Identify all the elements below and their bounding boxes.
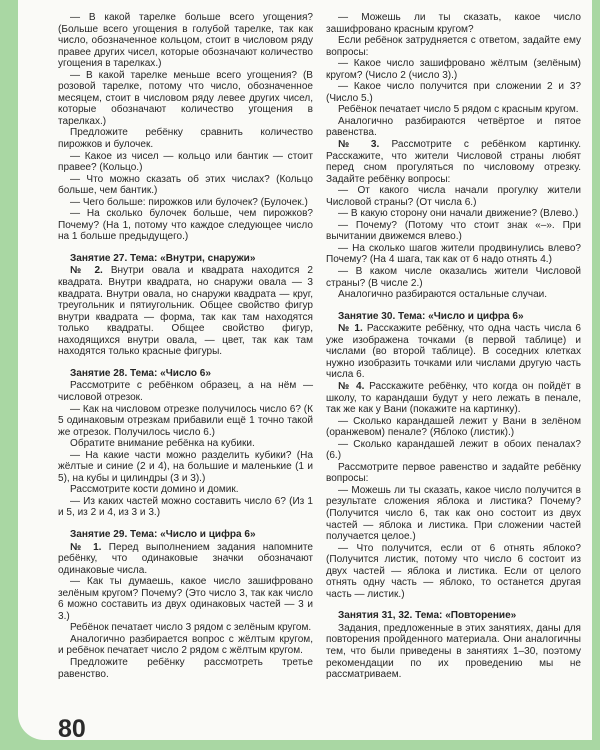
paragraph: Аналогично разбираются остальные случаи. bbox=[338, 289, 548, 301]
task-paragraph bbox=[58, 265, 313, 357]
task-text: Расскажите ребёнку, что когда он пойдёт в школу, то карандаши будут у него лежать в пенале, так же как у Вани (покажите на картинку). bbox=[326, 380, 581, 416]
paragraph: Рассмотрите кости домино и домик. bbox=[70, 484, 239, 496]
paragraph: — Можешь ли ты сказать, какое число получится в результате сложения яблока и листика? Почему? (Получится число 6, так как оно состоит из двух частей — яблока и листика. При сложении частей получается целое.) bbox=[326, 484, 581, 543]
task-paragraph bbox=[326, 381, 581, 416]
paragraph: — В каком числе оказались жители Числовой страны? (В числе 2.) bbox=[326, 266, 581, 289]
paragraph: — На сколько шагов жители продвинулись влево? Почему? (На 4 шага, так как от 6 надо отнять 4.) bbox=[326, 242, 581, 266]
page-number: 80 bbox=[58, 715, 86, 743]
lesson-29-heading: Занятие 29. Тема: «Число и цифра 6» bbox=[70, 528, 256, 540]
lesson-30-heading: Занятие 30. Тема: «Число и цифра 6» bbox=[338, 310, 524, 322]
paragraph: Аналогично разбирается вопрос с жёлтым кругом, и ребёнок печатает число 2 рядом с жёлтым кругом. bbox=[58, 633, 313, 657]
paragraph: Предложите ребёнку рассмотреть третье равенство. bbox=[58, 656, 313, 680]
paragraph: Задания, предложенные в этих занятиях, даны для повторения пройденного материала. Они аналогичны тем, что были приведены в занятиях 1–30, поэтому рекомендации по их проведению мы не рассматриваем. bbox=[326, 622, 581, 681]
lesson-28-heading: Занятие 28. Тема: «Число 6» bbox=[70, 367, 211, 379]
paragraph: Рассмотрите первое равенство и задайте ребёнку вопросы: bbox=[326, 461, 581, 485]
textbook-page bbox=[18, 0, 592, 743]
paragraph: — Чего больше: пирожков или булочек? (Булочек.) bbox=[70, 196, 308, 208]
paragraph: — Можешь ли ты сказать, какое число зашифровано красным кругом? bbox=[326, 12, 581, 35]
task-paragraph bbox=[326, 139, 581, 185]
paragraph: — Из каких частей можно составить число 6? (Из 1 и 5, из 2 и 4, из 3 и 3.) bbox=[58, 495, 313, 519]
paragraph: — На сколько булочек больше, чем пирожков? Почему? (На 1, потому что каждое следующее число на 1 больше предыдущего.) bbox=[58, 208, 313, 243]
lesson-31-32-heading: Занятия 31, 32. Тема: «Повторение» bbox=[338, 610, 517, 622]
task-number: № 4. bbox=[338, 380, 365, 392]
paragraph: Рассмотрите с ребёнком образец, а на нём — числовой отрезок. bbox=[58, 380, 313, 403]
paragraph: Ребёнок печатает число 3 рядом с зелёным кругом. bbox=[70, 622, 312, 634]
task-paragraph bbox=[326, 323, 581, 381]
paragraph: — Как ты думаешь, какое число зашифровано зелёным кругом? Почему? (Это число 3, так как число 6 можно составить из двух одинаковых частей — 3 и 3.) bbox=[58, 576, 313, 622]
left-column bbox=[58, 12, 313, 680]
paragraph: — Какое число зашифровано жёлтым (зелёным) кругом? (Число 2 (число 3).) bbox=[326, 58, 581, 81]
paragraph: — В какой тарелке больше всего угощения? (Больше всего угощения в голубой тарелке, так как число, обозначенное кольцом, стоит в числовом ряду правее других чисел, которые обозначают количество угощения в тарелках.) bbox=[58, 12, 313, 70]
task-text: Рассмотрите с ребёнком картинку. Расскажите, что жители Числовой страны любят перед сном прогуляться по числовому отрезку. Задайте ребёнку вопросы: bbox=[326, 139, 581, 185]
paragraph: Если ребёнок затрудняется с ответом, задайте ему вопросы: bbox=[326, 35, 581, 58]
paragraph: — Сколько карандашей лежит в обоих пеналах? (6.) bbox=[326, 438, 581, 462]
task-number: № 2. bbox=[70, 265, 103, 277]
paragraph: — Какое число получится при сложении 2 и 3? (Число 5.) bbox=[326, 81, 581, 104]
task-text: Расскажите ребёнку, что одна часть числа 6 уже изображена точками (в первой таблице) и числами (во второй таблице). В соседних клетках нужно изобразить точками или числами другую часть числа 6. bbox=[326, 323, 581, 381]
paragraph: — Что получится, если от 6 отнять яблоко? (Получится листик, потому что число 6 состоит из двух частей — яблока и листика. Если от целого отнять одну часть — яблоко, то останется другая часть — листик.) bbox=[326, 542, 581, 600]
task-text: Внутри овала и квадрата находится 2 квадрата. Внутри квадрата, но снаружи овала — 3 квадрата. Внутри овала, но снаружи квадрата — круг, треугольник и пятиугольник. Общее свойство фигур внутри квадрата — форма, так как там находятся только квадраты. Общее свойство фигур, находящихся внутри овала, — цвет, так как там находятся только красные фигуры. bbox=[58, 265, 313, 358]
paragraph: — Какое из чисел — кольцо или бантик — стоит правее? (Кольцо.) bbox=[58, 150, 313, 174]
paragraph: Обратите внимание ребёнка на кубики. bbox=[70, 438, 255, 450]
paragraph: — Почему? (Потому что стоит знак «–». При вычитании движемся влево.) bbox=[326, 219, 581, 243]
right-column bbox=[326, 12, 581, 681]
task-number: № 1. bbox=[70, 541, 102, 553]
paragraph: — Как на числовом отрезке получилось число 6? (К 5 одинаковым отрезкам прибавили ещё 1 точно такой же отрезок. Получилось число 6.) bbox=[58, 403, 313, 438]
paragraph: — Что можно сказать об этих числах? (Кольцо больше, чем бантик.) bbox=[58, 173, 313, 197]
paragraph: Предложите ребёнку сравнить количество пирожков и булочек. bbox=[58, 127, 313, 151]
paragraph: — В какой тарелке меньше всего угощения? (В розовой тарелке, потому что число, обозначенное месяцем, стоит в числовом ряду левее других чисел, которые обозначают количество угощения в тарелках.) bbox=[58, 69, 313, 127]
paragraph: — От какого числа начали прогулку жители Числовой страны? (От числа 6.) bbox=[326, 185, 581, 208]
paragraph: — На какие части можно разделить кубики? (На жёлтые и синие (2 и 4), на большие и маленькие (1 и 5), на кубы и цилиндры (3 и 3).) bbox=[58, 449, 313, 484]
paragraph: — Сколько карандашей лежит у Вани в зелёном (оранжевом) пенале? (Яблоко (листик).) bbox=[326, 415, 581, 439]
task-paragraph bbox=[58, 542, 313, 577]
task-text: Перед выполнением задания напомните ребёнку, что одинаковые значки обозначают одинаковые числа. bbox=[58, 541, 313, 576]
task-number: № 1. bbox=[338, 323, 363, 335]
paragraph: Аналогично разбираются четвёртое и пятое равенства. bbox=[326, 115, 581, 139]
task-number: № 3. bbox=[338, 139, 380, 151]
paragraph: — В какую сторону они начали движение? (Влево.) bbox=[338, 208, 579, 220]
paragraph: Ребёнок печатает число 5 рядом с красным кругом. bbox=[338, 104, 579, 116]
lesson-27-heading: Занятие 27. Тема: «Внутри, снаружи» bbox=[70, 252, 256, 264]
